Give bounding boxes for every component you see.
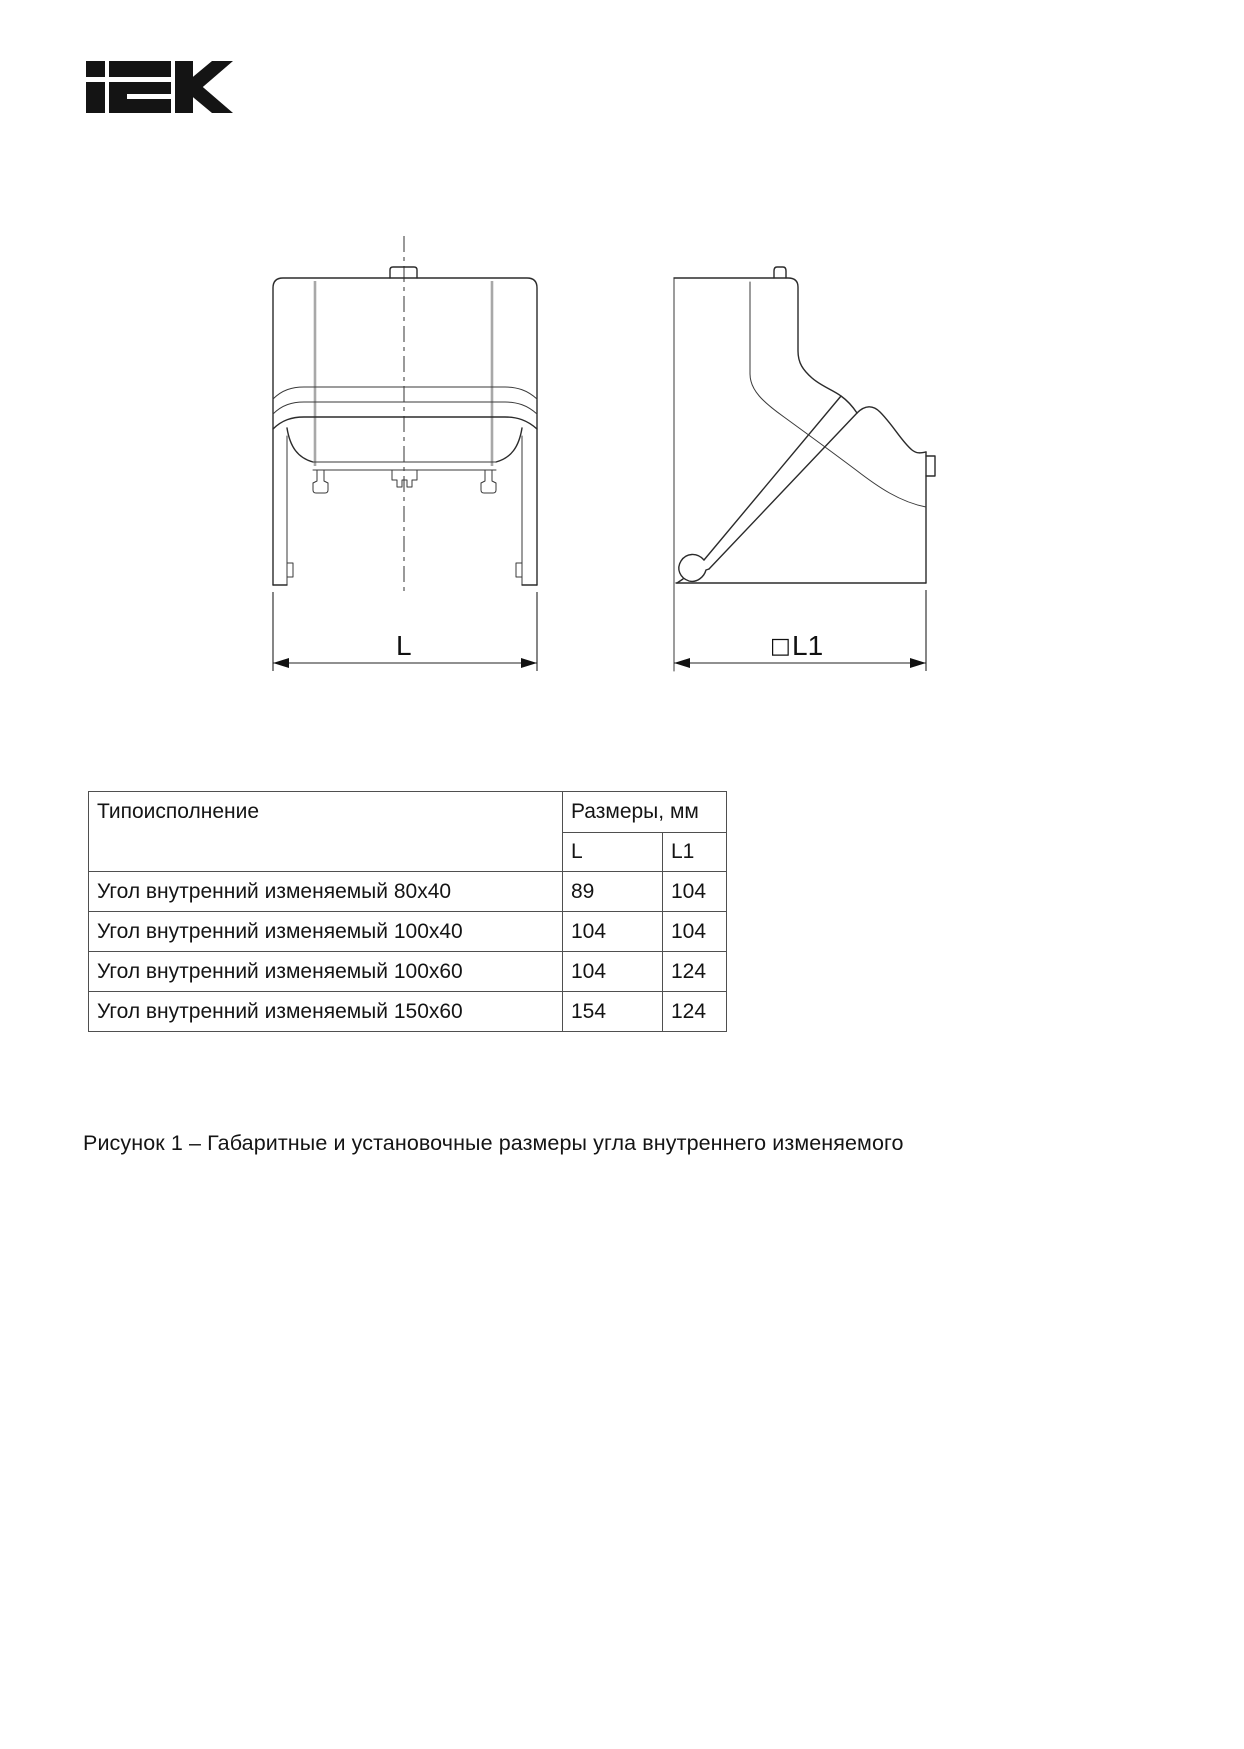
cell-type: Угол внутренний изменяемый 80х40 bbox=[89, 872, 563, 912]
table-row bbox=[89, 912, 727, 952]
side-view-drawing bbox=[674, 267, 935, 671]
right-tab bbox=[926, 456, 935, 476]
cell-l1: 104 bbox=[663, 912, 727, 952]
hinge-strut bbox=[704, 396, 857, 569]
front-view-drawing bbox=[273, 236, 537, 591]
cell-type: Угол внутренний изменяемый 150х60 bbox=[89, 992, 563, 1032]
table-subheader-l: L bbox=[563, 833, 663, 872]
table-row bbox=[89, 872, 727, 912]
cell-type: Угол внутренний изменяемый 100х60 bbox=[89, 952, 563, 992]
side-outline-upper bbox=[674, 278, 857, 413]
flex-section-bottom-line bbox=[273, 417, 537, 429]
arrowhead-right bbox=[910, 658, 926, 668]
dimensions-table bbox=[88, 791, 727, 1032]
dimension-l bbox=[273, 592, 537, 671]
cell-l: 104 bbox=[563, 952, 663, 992]
figure-caption: Рисунок 1 – Габаритные и установочные размеры угла внутреннего изменяемого bbox=[83, 1131, 904, 1155]
cell-l: 104 bbox=[563, 912, 663, 952]
cell-l1: 124 bbox=[663, 992, 727, 1032]
table-subheader-l1: L1 bbox=[663, 833, 727, 872]
cell-type: Угол внутренний изменяемый 100х40 bbox=[89, 912, 563, 952]
top-tab-side bbox=[774, 267, 786, 278]
arrowhead-right bbox=[521, 658, 537, 668]
cell-l: 89 bbox=[563, 872, 663, 912]
dimension-l1-label: L1 bbox=[792, 630, 824, 661]
cell-l1: 124 bbox=[663, 952, 727, 992]
right-foot-clip bbox=[481, 470, 496, 493]
arrowhead-left bbox=[674, 658, 690, 668]
flex-section-lines bbox=[273, 387, 537, 414]
iek-logo bbox=[80, 55, 240, 120]
square-symbol: □ bbox=[770, 634, 791, 659]
iek-logo-shapes bbox=[86, 61, 233, 113]
side-outline-lower-wing bbox=[857, 407, 926, 453]
cell-l: 154 bbox=[563, 992, 663, 1032]
table-row bbox=[89, 992, 727, 1032]
body-outline bbox=[273, 278, 537, 585]
arrowhead-left bbox=[273, 658, 289, 668]
dimension-l-label: L bbox=[396, 630, 412, 661]
table-row bbox=[89, 952, 727, 992]
left-foot-clip bbox=[313, 470, 328, 493]
dimension-l1 bbox=[674, 590, 926, 671]
technical-drawing bbox=[230, 225, 960, 695]
table-header-row bbox=[89, 792, 727, 833]
table-header-sizes: Размеры, мм bbox=[563, 792, 727, 833]
table-header-type: Типоисполнение bbox=[89, 792, 563, 872]
cell-l1: 104 bbox=[663, 872, 727, 912]
